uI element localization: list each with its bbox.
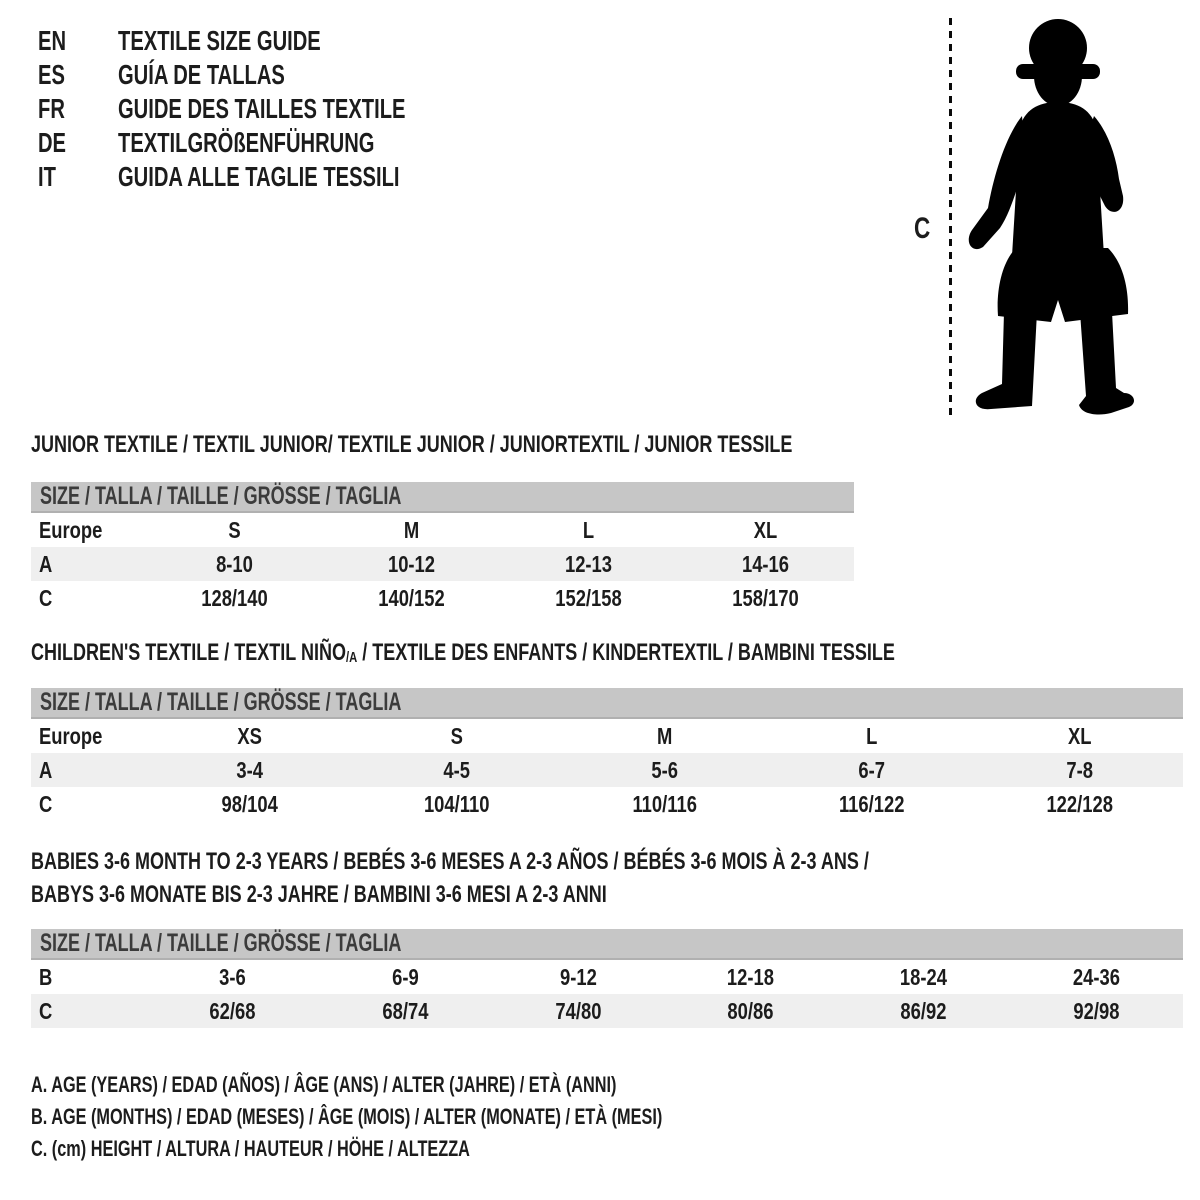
table-cell: 4-5 <box>443 756 471 783</box>
babies-section-heading-line2: BABYS 3-6 MONATE BIS 2-3 JAHRE / BAMBINI 3-6 MESI A 2-3 ANNI <box>31 881 607 908</box>
table-cell: 140/152 <box>378 584 445 611</box>
legend-line-c: C. (cm) HEIGHT / ALTURA / HAUTEUR / HÖHE / ALTEZZA <box>31 1136 470 1161</box>
table-cell: 3-4 <box>236 756 263 783</box>
children-size-table <box>31 688 1183 821</box>
table-cell: 18-24 <box>900 963 948 990</box>
height-measure-label: C <box>914 212 931 245</box>
table-cell: 62/68 <box>209 997 256 1024</box>
table-cell: 9-12 <box>559 963 597 990</box>
table-cell: XL <box>1067 722 1092 749</box>
table-row-age-years <box>31 547 854 581</box>
table-cell: XS <box>237 722 262 749</box>
table-cell: 86/92 <box>900 997 947 1024</box>
table-cell: 74/80 <box>555 997 602 1024</box>
children-heading-subscript: /A <box>345 649 358 666</box>
table-cell: 128/140 <box>201 584 268 611</box>
table-row-age-years <box>31 753 1183 787</box>
table-cell: 3-6 <box>219 963 246 990</box>
children-heading-rest: / TEXTILE DES ENFANTS / KINDERTEXTIL / BAMBINI TESSILE <box>357 639 895 666</box>
children-section-heading <box>31 639 895 667</box>
junior-size-table <box>31 482 854 615</box>
table-row-europe <box>31 719 1183 753</box>
table-cell: 68/74 <box>382 997 429 1024</box>
table-cell: 12-18 <box>727 963 775 990</box>
table-cell: A <box>39 550 53 577</box>
table-cell: B <box>39 963 53 990</box>
language-title: TEXTILE SIZE GUIDE <box>118 25 321 56</box>
language-code: ES <box>38 59 65 90</box>
table-header-bar <box>31 482 854 513</box>
table-cell: 6-9 <box>391 963 419 990</box>
table-cell: M <box>656 722 673 749</box>
table-cell: 5-6 <box>651 756 678 783</box>
table-cell: S <box>228 516 241 543</box>
language-title-block <box>38 24 517 194</box>
table-cell: 80/86 <box>727 997 774 1024</box>
language-code: IT <box>38 161 56 192</box>
table-row-height-cm <box>31 994 1183 1028</box>
table-cell: 122/128 <box>1046 790 1113 817</box>
table-row-height-cm <box>31 581 854 615</box>
language-title: TEXTILGRÖßENFÜHRUNG <box>118 127 375 158</box>
language-code: EN <box>38 25 67 56</box>
measurement-legend <box>31 1069 884 1165</box>
junior-section-heading: JUNIOR TEXTILE / TEXTIL JUNIOR/ TEXTILE JUNIOR / JUNIORTEXTIL / JUNIOR TESSILE <box>31 431 793 458</box>
table-cell: Europe <box>39 516 103 543</box>
table-cell: 152/158 <box>555 584 622 611</box>
legend-line-b: B. AGE (MONTHS) / EDAD (MESES) / ÂGE (MOIS) / ALTER (MONATE) / ETÀ (MESI) <box>31 1104 663 1129</box>
table-header-label: SIZE / TALLA / TAILLE / GRÖSSE / TAGLIA <box>40 929 402 957</box>
table-header-bar <box>31 688 1183 719</box>
table-cell: 92/98 <box>1073 997 1120 1024</box>
language-row-it <box>38 160 517 194</box>
table-cell: L <box>866 722 878 749</box>
language-row-de <box>38 126 517 160</box>
babies-section-heading-line1: BABIES 3-6 MONTH TO 2-3 YEARS / BEBÉS 3-6 MESES A 2-3 AÑOS / BÉBÉS 3-6 MOIS À 2-3 ANS / <box>31 848 869 875</box>
table-cell: 12-13 <box>564 550 613 577</box>
language-row-fr <box>38 92 517 126</box>
table-cell: 116/122 <box>839 790 905 817</box>
table-header-label: SIZE / TALLA / TAILLE / GRÖSSE / TAGLIA <box>40 482 402 510</box>
table-cell: S <box>450 722 464 749</box>
table-row-europe <box>31 513 854 547</box>
language-title: GUIDA ALLE TAGLIE TESSILI <box>118 161 400 192</box>
toddler-silhouette-icon <box>962 16 1142 420</box>
table-header-label: SIZE / TALLA / TAILLE / GRÖSSE / TAGLIA <box>40 688 402 716</box>
table-cell: A <box>39 756 53 783</box>
table-cell: C <box>39 790 53 817</box>
language-title: GUÍA DE TALLAS <box>118 59 285 90</box>
table-cell: 104/110 <box>424 790 490 817</box>
table-cell: 7-8 <box>1065 756 1093 783</box>
language-row-es <box>38 58 517 92</box>
table-row-age-months <box>31 960 1183 994</box>
legend-line-a: A. AGE (YEARS) / EDAD (AÑOS) / ÂGE (ANS) / ALTER (JAHRE) / ETÀ (ANNI) <box>31 1072 617 1097</box>
language-code: FR <box>38 93 65 124</box>
language-code: DE <box>38 127 67 158</box>
table-cell: 10-12 <box>387 550 436 577</box>
table-row-height-cm <box>31 787 1183 821</box>
table-cell: XL <box>753 516 778 543</box>
table-cell: 8-10 <box>216 550 253 577</box>
table-cell: C <box>39 997 53 1024</box>
table-header-bar <box>31 929 1183 960</box>
table-cell: C <box>39 584 53 611</box>
table-cell: 14-16 <box>741 550 790 577</box>
table-cell: 110/116 <box>632 790 697 817</box>
height-measure-dashed-line <box>949 18 952 417</box>
babies-size-table <box>31 929 1183 1028</box>
table-cell: 158/170 <box>732 584 799 611</box>
table-cell: L <box>582 516 595 543</box>
table-cell: 6-7 <box>858 756 886 783</box>
table-cell: Europe <box>39 722 103 749</box>
table-cell: M <box>403 516 420 543</box>
table-cell: 24-36 <box>1073 963 1121 990</box>
children-heading-main: CHILDREN'S TEXTILE / TEXTIL NIÑO <box>31 639 346 666</box>
language-title: GUIDE DES TAILLES TEXTILE <box>118 93 406 124</box>
table-cell: 98/104 <box>221 790 278 817</box>
language-row-en <box>38 24 517 58</box>
